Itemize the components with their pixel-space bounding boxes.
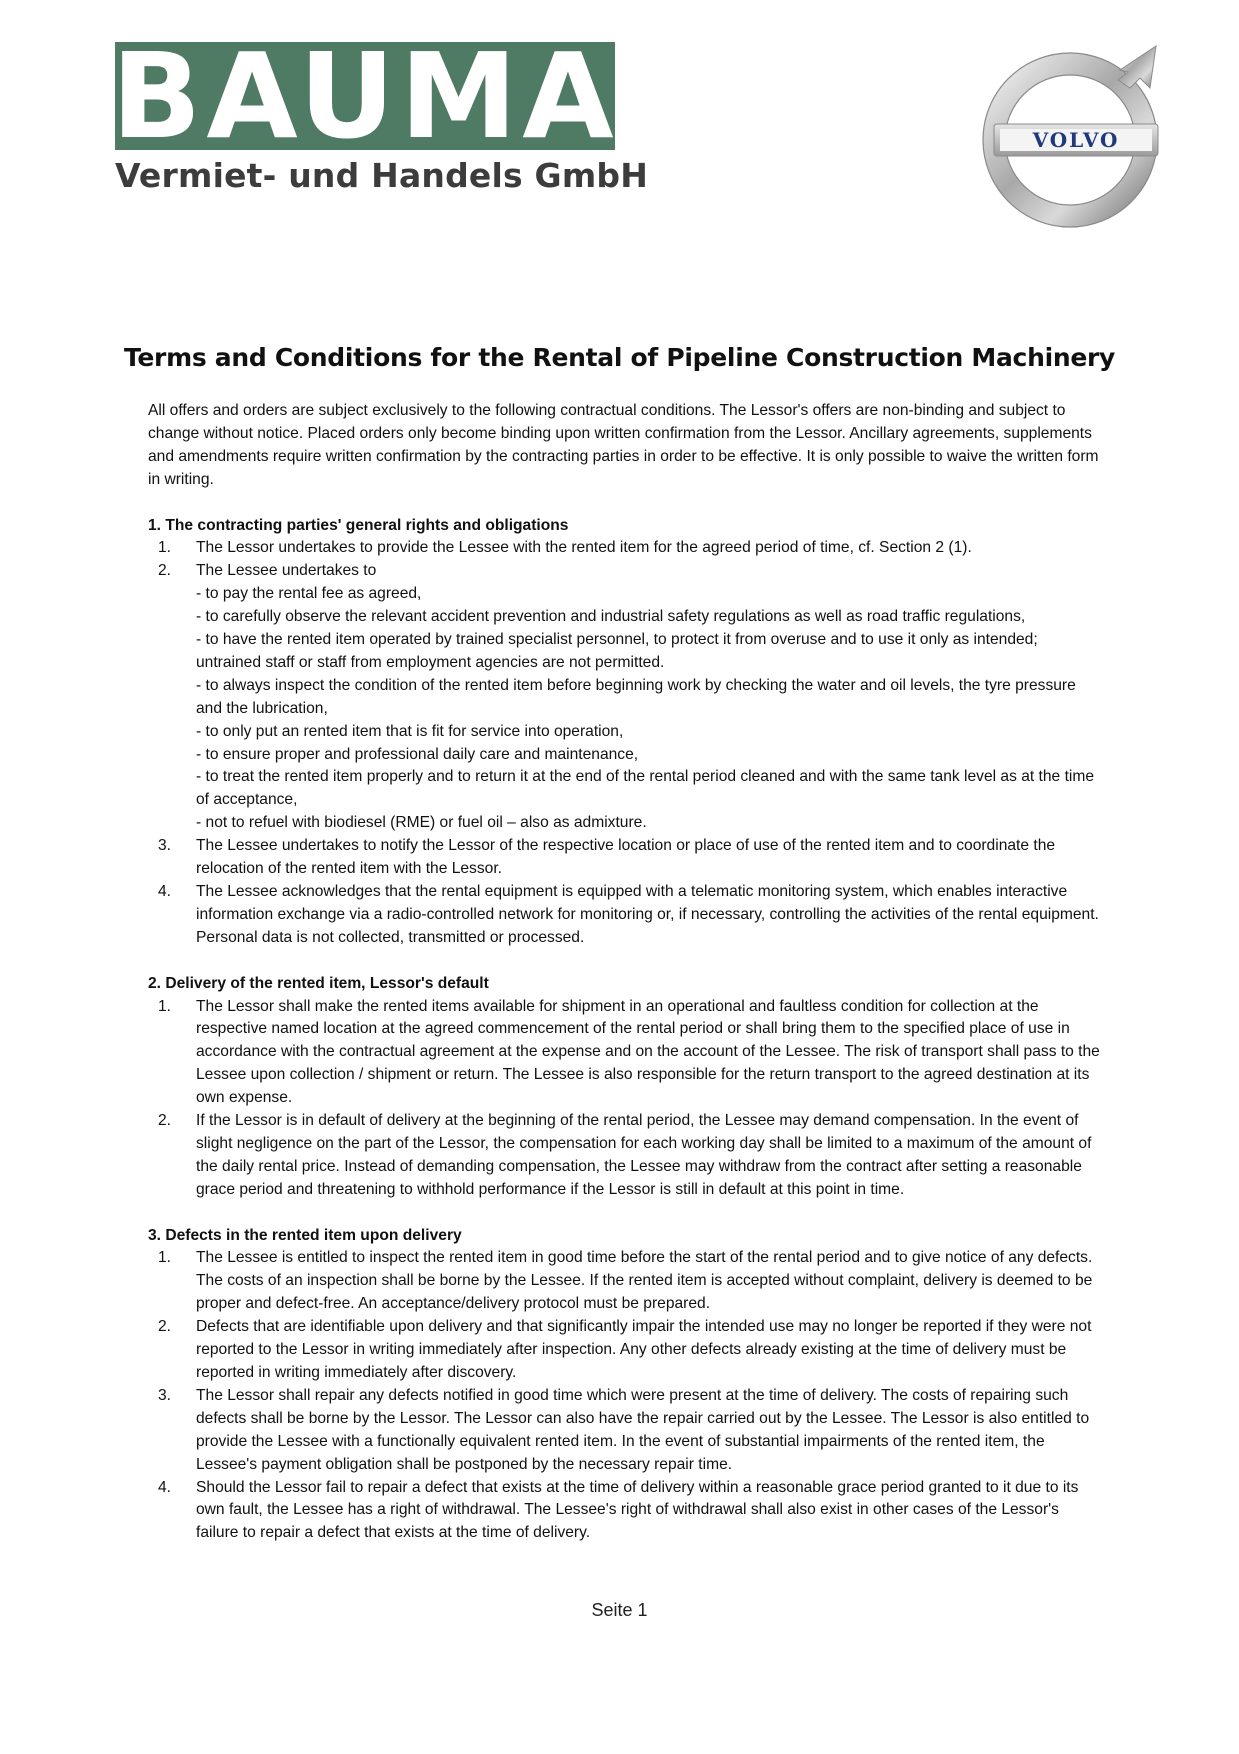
- volvo-logo-text: VOLVO: [1032, 128, 1120, 152]
- section-title: 3. Defects in the rented item upon delivery: [148, 1226, 462, 1244]
- item-number: 2.: [158, 1112, 172, 1130]
- page-number: Seite 1: [591, 1600, 648, 1620]
- item-text: The Lessee acknowledges that the rental equipment is equipped with a telematic monitoring system, which enables interactive information exchange via a radio-controlled network for monitoring or, if necessary, controlling the activities of the rental equipment. Personal data is not collected, transmitted or processed.: [196, 883, 1099, 946]
- item-number: 3.: [158, 1386, 172, 1404]
- list-item: [148, 996, 1100, 1111]
- item-text: If the Lessor is in default of delivery at the beginning of the rental period, the Lessee may demand compensation. In the event of slight negligence on the part of the Lessor, the compensation for each working day shall be limited to a maximum of the amount of the daily rental price. Instead of demanding compensation, the Lessee may withdraw from the contract after setting a reasonable grace period and threatening to withhold performance if the Lessor is still in default at this point in time.: [196, 1112, 1092, 1198]
- sub-obligation: - to carefully observe the relevant accident prevention and industrial safety regulations as well as road traffic regulations,: [196, 608, 1026, 626]
- section-2: [148, 973, 1100, 1202]
- volvo-logo: [980, 40, 1170, 230]
- section-3: [148, 1225, 1100, 1546]
- intro-paragraph: All offers and orders are subject exclusively to the following contractual conditions. The Lessor's offers are non-binding and subject to change without notice. Placed orders only become binding upon written confirmation from the Lessor. Ancillary agreements, supplements and amendments require written confirmation by the contracting parties in order to be effective. It is only possible to waive the written form in writing.: [148, 402, 1099, 488]
- item-number: 3.: [158, 837, 172, 855]
- list-item: [148, 1385, 1100, 1477]
- sub-obligation: - to pay the rental fee as agreed,: [196, 585, 422, 603]
- item-number: 1.: [158, 1249, 172, 1267]
- sub-obligation: - to have the rented item operated by trained specialist personnel, to protect it from overuse and to use it only as intended; untrained staff or staff from employment agencies are not permitted.: [196, 631, 1038, 671]
- item-number: 2.: [158, 1318, 172, 1336]
- sub-obligation: - to always inspect the condition of the rented item before beginning work by checking the water and oil levels, the tyre pressure and the lubrication,: [196, 676, 1076, 717]
- section-list: [148, 996, 1100, 1202]
- sub-obligation: - to treat the rented item properly and to return it at the end of the rental period cleaned and with the same tank level as at the time of acceptance,: [196, 768, 1095, 809]
- bauma-logo: [111, 27, 649, 195]
- section-1: [148, 515, 1100, 950]
- sub-obligation: - to ensure proper and professional daily care and maintenance,: [196, 745, 639, 763]
- item-text: The Lessee is entitled to inspect the rented item in good time before the start of the rental period and to give notice of any defects. The costs of an inspection shall be borne by the Lessee. If the rented item is accepted without complaint, delivery is deemed to be proper and defect-free. An acceptance/delivery protocol must be prepared.: [196, 1249, 1093, 1313]
- list-item: [148, 835, 1100, 881]
- item-text: Defects that are identifiable upon delivery and that significantly impair the intended use may no longer be reported if they were not reported to the Lessor in writing immediately after inspection. Any other defects already existing at the time of delivery must be reported in writing immediately after discovery.: [196, 1318, 1092, 1382]
- item-number: 4.: [158, 883, 172, 901]
- section-list: [148, 537, 1100, 949]
- item-number: 1.: [158, 539, 172, 557]
- section-list: [148, 1247, 1100, 1545]
- list-item: [148, 1316, 1100, 1385]
- list-item: [148, 537, 1100, 560]
- item-number: 1.: [158, 997, 172, 1015]
- section-title: 1. The contracting parties' general rights and obligations: [148, 516, 569, 534]
- item-number: 4.: [158, 1478, 172, 1496]
- item-text: The Lessee undertakes to: [196, 562, 377, 580]
- document-body: [148, 400, 1100, 1568]
- list-item: [148, 1247, 1100, 1316]
- section-title: 2. Delivery of the rented item, Lessor's default: [148, 974, 489, 992]
- list-item: [148, 1110, 1100, 1202]
- document-title: Terms and Conditions for the Rental of Pipeline Construction Machinery: [123, 343, 1116, 372]
- list-item: [148, 1477, 1100, 1546]
- item-text: The Lessee undertakes to notify the Lessor of the respective location or place of use of the rented item and to coordinate the relocation of the rented item with the Lessor.: [196, 837, 1056, 878]
- list-item: [148, 560, 1100, 835]
- bauma-logo-subtitle: Vermiet- und Handels GmbH: [115, 156, 649, 195]
- item-number: 2.: [158, 562, 172, 580]
- sub-obligation: - to only put an rented item that is fit for service into operation,: [196, 722, 624, 740]
- item-text: The Lessor undertakes to provide the Lessee with the rented item for the agreed period of time, cf. Section 2 (1).: [196, 539, 972, 557]
- list-item: [148, 881, 1100, 950]
- item-text: Should the Lessor fail to repair a defect that exists at the time of delivery within a reasonable grace period granted to it due to its own fault, the Lessee has a right of withdrawal. The Lessee's right of withdrawal shall also exist in other cases of the Lessor's failure to repair a defect that exists at the time of delivery.: [196, 1478, 1079, 1542]
- item-text: The Lessor shall repair any defects notified in good time which were present at the time of delivery. The costs of repairing such defects shall be borne by the Lessor. The Lessor can also have the repair carried out by the Lessee. The Lessor is also entitled to provide the Lessee with a functionally equivalent rented item. In the event of substantial impairments of the rented item, the Lessee's payment obligation shall be postponed by the necessary repair time.: [196, 1386, 1090, 1473]
- sub-obligation: - not to refuel with biodiesel (RME) or fuel oil – also as admixture.: [196, 814, 647, 832]
- item-text: The Lessor shall make the rented items available for shipment in an operational and faultless condition for collection at the respective named location at the agreed commencement of the rental period or shall bring them to the specified place of use in accordance with the contractual agreement at the expense and on the account of the Lessee. The risk of transport shall pass to the Lessee upon collection / shipment or return. The Lessee is also responsible for the return transport to the agreed destination at its own expense.: [196, 997, 1100, 1107]
- bauma-logo-wordmark: BAUMA: [111, 27, 619, 165]
